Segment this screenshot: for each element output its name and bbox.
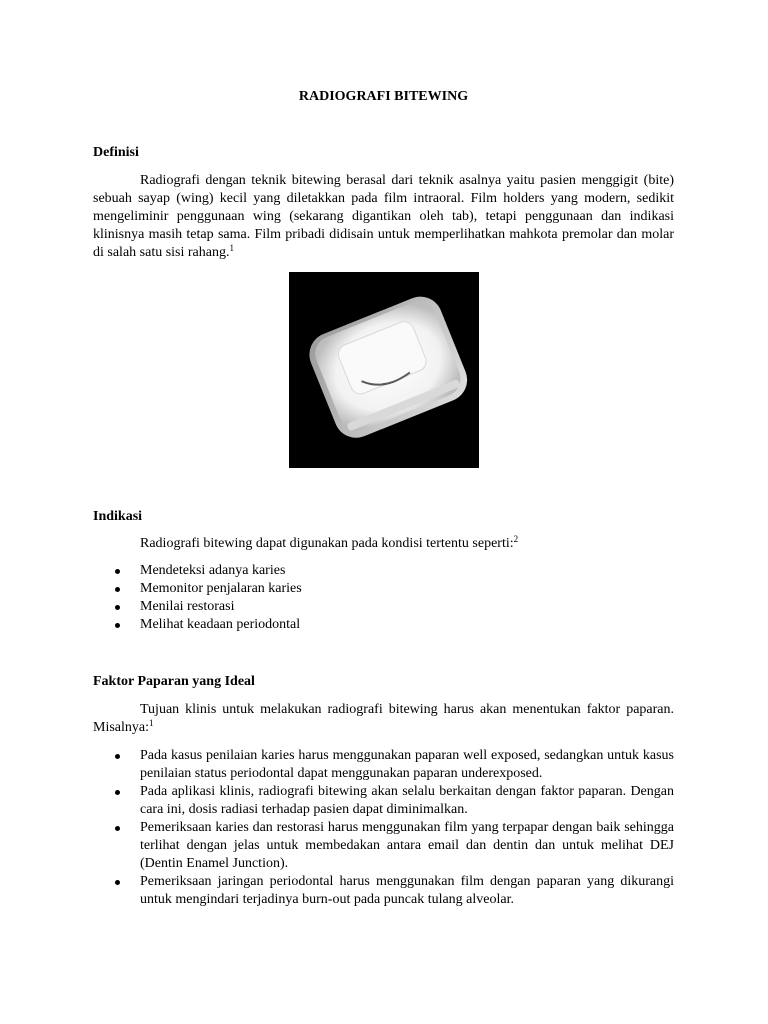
paragraph-indikasi: [140, 535, 518, 553]
bullet-icon: [115, 790, 120, 795]
list-item: [93, 747, 674, 783]
list-item: [93, 562, 674, 580]
paragraph-definisi-text: Radiografi dengan teknik bitewing berasal dari teknik asalnya yaitu pasien menggigit (bite) sebuah sayap (wing) kecil yang diletakkan pada film intraoral. Film holders yang modern, sedikit mengeliminir penggunaan wing (sekarang digantikan oleh tab), tetapi penggunaan dan indikasi klinisnya masih tetap sama. Film pribadi didisain untuk memperlihatkan mahkota premolar dan molar di salah satu sisi rahang.: [93, 173, 674, 260]
bitewing-film-image: [289, 272, 479, 468]
footnote-ref: 1: [229, 243, 234, 253]
list-item-text: Mendeteksi adanya karies: [140, 563, 286, 578]
heading-definisi: Definisi: [93, 145, 139, 160]
paragraph-faktor-text: Tujuan klinis untuk melakukan radiografi bitewing harus akan menentukan faktor paparan. Misalnya:: [93, 702, 674, 735]
bullet-icon: [115, 754, 120, 759]
list-item-text: Pada kasus penilaian karies harus menggunakan paparan well exposed, sedangkan untuk kasus penilaian status periodontal dapat menggunakan paparan underexposed.: [140, 748, 674, 781]
footnote-ref: 2: [513, 534, 519, 544]
heading-indikasi: Indikasi: [93, 509, 143, 524]
list-item-text: Pemeriksaan jaringan periodontal harus menggunakan film dengan paparan yang dikurangi untuk mengindari terjadinya burn-out pada puncak tulang alveolar.: [140, 874, 674, 907]
bullet-icon: [115, 587, 120, 592]
list-item: [93, 616, 674, 634]
list-item-text: Menilai restorasi: [140, 599, 235, 614]
list-item-text: Memonitor penjalaran karies: [140, 581, 302, 596]
bullet-icon: [115, 826, 120, 831]
bullet-icon: [115, 569, 120, 574]
list-item-text: Melihat keadaan periodontal: [140, 617, 301, 632]
heading-faktor-paparan: Faktor Paparan yang Ideal: [93, 674, 255, 689]
bullet-icon: [115, 623, 120, 628]
indikasi-list: [93, 562, 674, 634]
document-title: RADIOGRAFI BITEWING: [298, 89, 469, 104]
list-item-text: Pada aplikasi klinis, radiografi bitewing akan selalu berkaitan dengan faktor paparan. Dengan cara ini, dosis radiasi terhadap pasien dapat diminimalkan.: [140, 784, 674, 817]
list-item: [93, 873, 674, 909]
paragraph-definisi: [93, 172, 674, 262]
list-item: [93, 598, 674, 616]
list-item: [93, 580, 674, 598]
bullet-icon: [115, 605, 120, 610]
bullet-icon: [115, 880, 120, 885]
paragraph-faktor-paparan: [93, 701, 674, 737]
list-item-text: Pemeriksaan karies dan restorasi harus menggunakan film yang terpapar dengan baik sehingga terlihat dengan jelas untuk membedakan antara email dan dentin dan untuk melihat DEJ (Dentin Enamel Junction).: [140, 820, 674, 871]
list-item: [93, 819, 674, 873]
bitewing-film-illustration: [289, 272, 479, 468]
footnote-ref: 1: [149, 718, 154, 728]
faktor-list: [93, 747, 674, 909]
list-item: [93, 783, 674, 819]
paragraph-indikasi-text: Radiografi bitewing dapat digunakan pada kondisi tertentu seperti:: [140, 536, 514, 551]
